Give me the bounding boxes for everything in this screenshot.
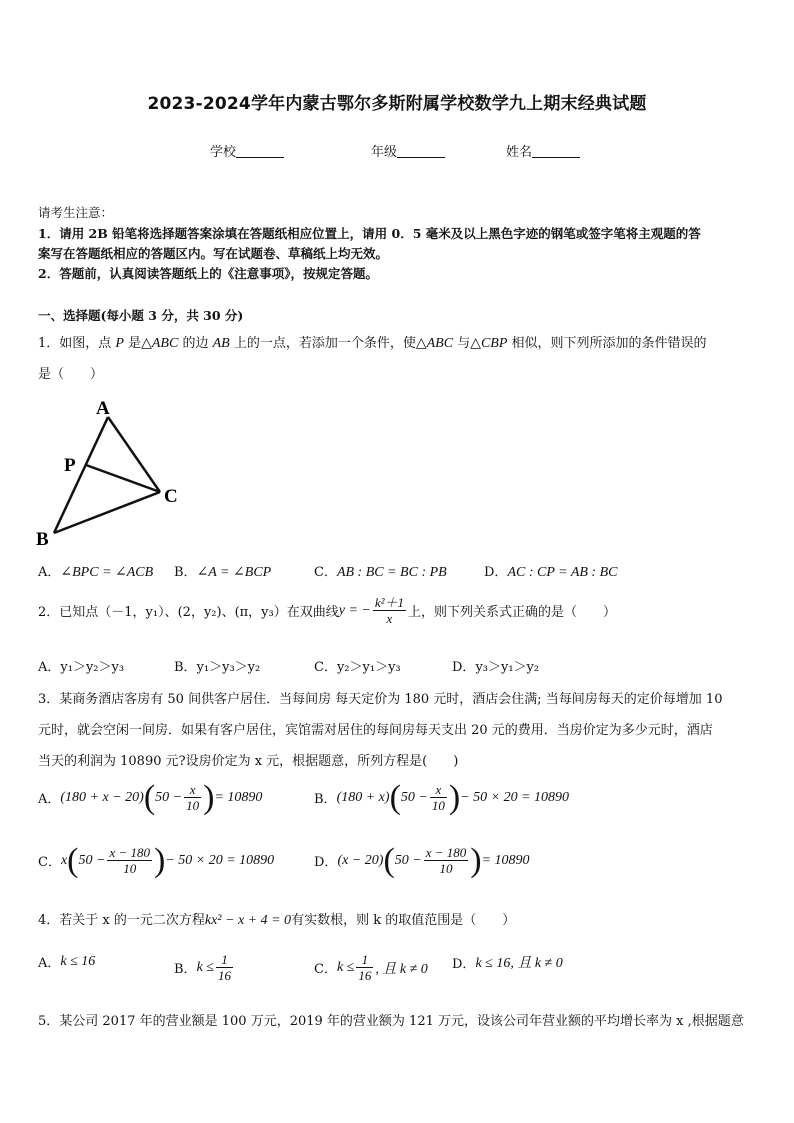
option-fraction bbox=[184, 782, 201, 813]
option-fraction bbox=[424, 845, 469, 876]
option-expr: k ≤ 16, 且 k ≠ 0 bbox=[475, 956, 563, 971]
school-field bbox=[210, 141, 284, 160]
frac-den: 10 bbox=[431, 798, 445, 813]
option-label: C． bbox=[314, 565, 337, 580]
option-expr-pre: k ≤ bbox=[196, 959, 214, 975]
option-label: A． bbox=[38, 956, 61, 971]
option-expr: ∠A = ∠BCP bbox=[196, 565, 272, 580]
q1-option-d[interactable] bbox=[484, 561, 617, 581]
q2-text-a: 2．已知点（－1，y₁）、(2，y₂)、(π，y₃）在双曲线 bbox=[38, 605, 339, 620]
q1-triangle-abc-2: △ABC bbox=[415, 336, 454, 351]
side-ac bbox=[108, 417, 160, 492]
name-label: 姓名 bbox=[506, 145, 533, 160]
q2-option-b[interactable] bbox=[174, 656, 260, 675]
frac-den: 10 bbox=[186, 798, 200, 813]
grade-blank bbox=[397, 145, 445, 158]
notice-item-2: 2．答题前，认真阅读答题纸上的《注意事项》，按规定答题。 bbox=[38, 266, 378, 281]
option-expr-pre: x bbox=[60, 852, 68, 868]
option-expr-pre: (x − 20) bbox=[337, 852, 384, 868]
school-blank bbox=[236, 145, 284, 158]
q1-text-f: 相似，则下列所添加的条件错误的 bbox=[507, 336, 707, 351]
q1-option-a[interactable] bbox=[38, 561, 153, 581]
notice-item-1: 1．请用 2B 铅笔将选择题答案涂填在答题纸相应位置上，请用 0．5 毫米及以上黑色字迹的钢笔或签字笔将主观题的答 bbox=[38, 226, 701, 241]
q2-frac-num: k²＋1 bbox=[374, 595, 405, 610]
grade-label: 年级 bbox=[371, 145, 398, 160]
grade-field bbox=[371, 141, 445, 160]
frac-num: x − 180 bbox=[109, 845, 150, 860]
q3-stem-line-2: 元时，就会空闲一间房．如果有客户居住，宾馆需对居住的每间房每天支出 20 元的费用．当房价定为多少元时，酒店 bbox=[38, 723, 713, 738]
option-expr-post: − 50 × 20 = 10890 bbox=[165, 852, 275, 868]
option-expr-post: = 10890 bbox=[481, 852, 530, 868]
frac-den: 10 bbox=[123, 861, 137, 876]
name-blank bbox=[532, 145, 580, 158]
q2-frac-den: x bbox=[386, 611, 393, 626]
option-expr-pre: (180 + x) bbox=[336, 789, 390, 805]
label-a: A bbox=[96, 398, 110, 419]
option-label: A． bbox=[38, 792, 61, 807]
option-label: D． bbox=[314, 855, 338, 870]
option-expr-post: − 50 × 20 = 10890 bbox=[460, 789, 570, 805]
option-expr: k ≤ 16 bbox=[60, 953, 96, 969]
q4-text-a: 4．若关于 x 的一元二次方程 bbox=[38, 913, 205, 928]
q5-stem: 5．某公司 2017 年的营业额是 100 万元，2019 年的营业额为 121 万元，设该公司年营业额的平均增长率为 x ,根据题意 bbox=[38, 1014, 744, 1029]
frac-num: x − 180 bbox=[425, 845, 467, 860]
q1-text-c: 的边 bbox=[178, 336, 213, 351]
q2-stem bbox=[38, 595, 616, 626]
frac-num: x bbox=[430, 782, 447, 798]
option-label: B． bbox=[314, 792, 337, 807]
q1-triangle-figure bbox=[34, 395, 194, 550]
option-expr: y₁＞y₂＞y₃ bbox=[60, 660, 125, 675]
q4-option-a[interactable] bbox=[38, 952, 95, 971]
frac-num: 1 bbox=[216, 952, 233, 968]
q3-option-c[interactable]: C． x ( 50 − $\frac{x - 180}{10}$ ) − 50 × 20 = 10890 bbox=[38, 841, 275, 879]
segment-pc bbox=[86, 465, 160, 492]
option-expr: y₃＞y₁＞y₂ bbox=[475, 660, 540, 675]
option-fraction bbox=[216, 952, 233, 983]
q2-option-c[interactable] bbox=[314, 656, 401, 675]
option-fraction bbox=[107, 845, 152, 876]
notice-item-1-cont: 案写在答题纸相应的答题区内。写在试题卷、草稿纸上均无效。 bbox=[38, 246, 389, 261]
option-expr-in: 50 − bbox=[394, 852, 422, 868]
option-expr: ∠BPC = ∠ACB bbox=[60, 565, 154, 580]
frac-num: x bbox=[184, 782, 201, 798]
option-label: C． bbox=[38, 855, 61, 870]
name-field bbox=[506, 141, 580, 160]
q3-stem-line-1: 3．某商务酒店客房有 50 间供客户居住．当每间房 每天定价为 180 元时，酒店会住满; 当每间房每天的定价每增加 10 bbox=[38, 692, 723, 707]
frac-den: 16 bbox=[217, 968, 231, 983]
label-c: C bbox=[164, 486, 178, 507]
q3-stem-line-3: 当天的利润为 10890 元?设房价定为 x 元，根据题意，所列方程是( ) bbox=[38, 754, 459, 769]
option-label: C． bbox=[314, 660, 337, 675]
option-label: C． bbox=[314, 962, 337, 977]
q4-equation: kx² − x + 4 = 0 bbox=[204, 913, 292, 928]
school-label: 学校 bbox=[210, 145, 237, 160]
option-expr-post: , 且 k ≠ 0 bbox=[375, 961, 428, 977]
q4-text-b: 有实数根，则 k 的取值范围是（ ） bbox=[291, 913, 516, 928]
option-expr-in: 50 − bbox=[78, 852, 106, 868]
option-label: A． bbox=[38, 565, 61, 580]
section-heading: 一、选择题(每小题 3 分，共 30 分) bbox=[38, 308, 244, 323]
page-title: 2023-2024学年内蒙古鄂尔多斯附属学校数学九上期末经典试题 bbox=[147, 94, 647, 114]
option-expr: AC : CP = AB : BC bbox=[507, 565, 618, 580]
label-p: P bbox=[64, 455, 76, 476]
q1-stem-cont: 是（ ） bbox=[38, 367, 104, 382]
option-fraction bbox=[430, 782, 447, 813]
q1-triangle-abc: △ABC bbox=[141, 336, 179, 351]
option-expr-pre: (180 + x − 20) bbox=[60, 789, 144, 805]
q3-option-d[interactable]: D． (x − 20) ( 50 − $\frac{x - 180}{10}$ ) = 10890 bbox=[314, 841, 530, 879]
q1-side-ab: AB bbox=[212, 336, 230, 351]
q2-option-d[interactable] bbox=[452, 656, 539, 675]
option-expr-pre: k ≤ bbox=[336, 959, 355, 975]
frac-den: 16 bbox=[358, 968, 372, 983]
option-label: B． bbox=[174, 962, 197, 977]
option-expr-in: 50 − bbox=[400, 789, 428, 805]
q1-text-a: 1．如图，点 bbox=[38, 336, 116, 351]
q1-text-b: 是 bbox=[123, 336, 142, 351]
q1-option-c[interactable] bbox=[314, 561, 447, 581]
q2-expr-lhs: y = − bbox=[338, 602, 371, 618]
option-label: B． bbox=[174, 565, 197, 580]
option-label: D． bbox=[452, 660, 476, 675]
option-expr-in: 50 − bbox=[155, 789, 183, 805]
q1-option-b[interactable] bbox=[174, 561, 271, 581]
q1-triangle-cbp: △CBP bbox=[470, 336, 508, 351]
frac-num: 1 bbox=[356, 952, 373, 968]
q2-text-b: 上，则下列关系式正确的是（ ） bbox=[408, 605, 617, 620]
q4-option-d[interactable] bbox=[452, 952, 563, 972]
option-expr: y₂＞y₁＞y₃ bbox=[336, 660, 401, 675]
option-fraction bbox=[356, 952, 373, 983]
q3-option-b[interactable]: B． (180 + x) ( 50 − $\frac{x}{10}$ ) − 50 × 20 = 10890 bbox=[314, 778, 570, 816]
option-label: A． bbox=[38, 660, 61, 675]
q3-option-a[interactable]: A． (180 + x − 20) ( 50 − $\frac{x}{10}$ ) = 10890 bbox=[38, 778, 263, 816]
option-label: D． bbox=[484, 565, 508, 580]
notice-heading: 请考生注意： bbox=[38, 205, 114, 220]
q1-stem bbox=[38, 332, 707, 352]
q1-text-d: 上的一点，若添加一个条件，使 bbox=[229, 336, 416, 351]
option-expr: AB : BC = BC : PB bbox=[336, 565, 447, 580]
q1-text-e: 与 bbox=[453, 336, 471, 351]
q2-option-a[interactable] bbox=[38, 656, 124, 675]
option-label: B． bbox=[174, 660, 197, 675]
q1-point-p: P bbox=[115, 336, 124, 351]
q4-option-b[interactable] bbox=[174, 952, 235, 983]
option-expr-post: = 10890 bbox=[214, 789, 263, 805]
q4-option-c[interactable] bbox=[314, 952, 428, 983]
option-expr: y₁＞y₃＞y₂ bbox=[196, 660, 261, 675]
option-label: D． bbox=[452, 956, 476, 972]
label-b: B bbox=[36, 529, 49, 550]
frac-den: 10 bbox=[439, 861, 453, 876]
q4-stem bbox=[38, 909, 515, 929]
q2-fraction bbox=[373, 595, 406, 626]
